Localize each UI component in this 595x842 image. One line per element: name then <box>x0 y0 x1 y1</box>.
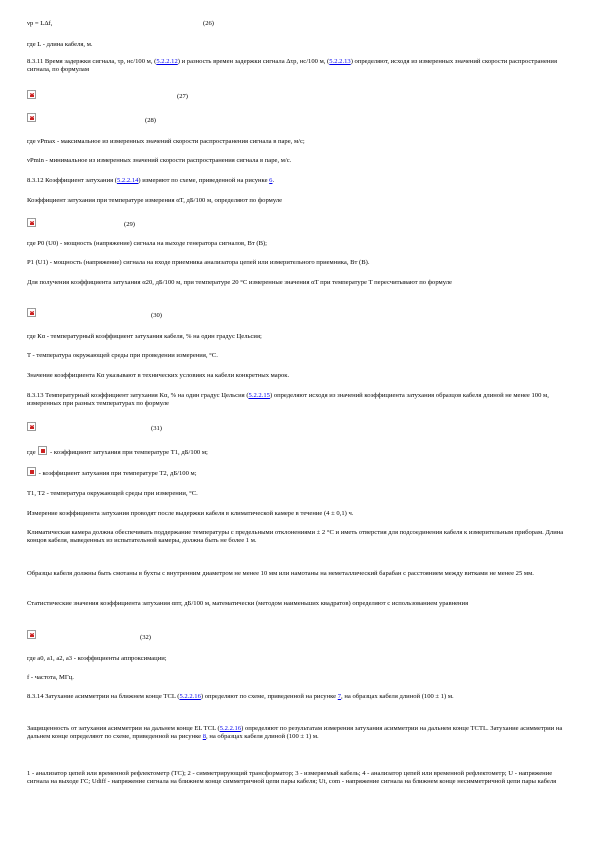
paragraph-vpmin: νPmin - минимальное из измеренных значений скорости распространения сигнала в паре, м/с. <box>27 157 292 164</box>
paragraph-temperature: T - температура окружающей среды при проведении измерения, °С. <box>27 352 218 359</box>
paragraph-measurement: Измерение коэффициента затухания проводят после выдержки кабеля в климатической камере в течение (4 ± 0,1) ч. <box>27 510 354 517</box>
paragraph-8-3-11: 8.3.11 Время задержки сигнала, τр, нс/100 м, (5.2.2.12) и разность времен задержки сигнала Δτр, нс/100 м, (5.2.2.13) определяют, исходя из измеренных значений скорости распространения сигнала, по формулам <box>27 58 557 74</box>
link-5-2-2-16[interactable]: 5.2.2.16 <box>179 693 201 700</box>
equation-number-30: (30) <box>151 312 162 319</box>
paragraph-climate-chamber: Климатическая камера должна обеспечивать поддержание температуры с предельными отклонениями ± 2 °С и иметь отверстия для подсоединения кабеля к измерительным приборам. Длина концов кабеля, выведенных из испытательной камеры, должна быть не более 1 м. <box>27 529 564 545</box>
paragraph-cable-length: где L - длина кабеля, м. <box>27 41 93 48</box>
paragraph-at2: - коэффициент затухания при температуре Т2, дБ/100 м; <box>27 467 572 478</box>
link-5-2-2-15[interactable]: 5.2.2.15 <box>248 392 270 399</box>
formula-26: νp = LΔf, <box>27 20 53 27</box>
link-5-2-2-14[interactable]: 5.2.2.14 <box>116 177 139 184</box>
paragraph-statistics: Статистические значения коэффициента затухания αпт, дБ/100 м, математически (методом наименьших квадратов) определяют с использованием уравнения <box>27 600 469 607</box>
equation-number-26: (26) <box>203 20 214 27</box>
link-5-2-2-12[interactable]: 5.2.2.12 <box>156 58 178 65</box>
broken-image-icon <box>27 113 36 122</box>
formula-31-row <box>27 422 572 434</box>
paragraph-ka-value: Значение коэффициента Кα указывают в технических условиях на кабели конкретных марок. <box>27 372 290 379</box>
paragraph-coefficients: где a0, a1, a2, a3 - коэффициенты аппроксимации; <box>27 655 167 662</box>
paragraph-p0: где P0 (U0) - мощность (напряжение) сигнала на выходе генератора сигналов, Вт (В); <box>27 240 268 247</box>
equation-number-27: (27) <box>177 93 188 100</box>
paragraph-8-3-12: 8.3.12 Коэффициент затухания (5.2.2.14) измеряют по схеме, приведенной на рисунке 6. <box>27 177 275 184</box>
paragraph-vpmax: где νPmax - максимальное из измеренных значений скорости распространения сигнала в паре, м/с; <box>27 138 305 145</box>
link-figure-6[interactable]: 6 <box>269 177 273 184</box>
formula-28-row <box>27 113 572 125</box>
paragraph-el-tcl: Защищенность от затухания асимметрии на дальнем конце EL TCL (5.2.2.16) определяют по результатам измерения затухания асимметрии на дальнем конце TCTL. Затухание асимметрии на дальнем конце определяют по схеме, приведенной на рисунке 8, на образцах кабеля длиной (100 ± 1) м. <box>27 725 563 741</box>
formula-29-row <box>27 218 572 230</box>
link-5-2-2-16-b[interactable]: 5.2.2.16 <box>219 725 242 732</box>
link-figure-7[interactable]: 7 <box>337 693 342 700</box>
paragraph-p1: P1 (U1) - мощность (напряжение) сигнала на входе приемника анализатора цепей или измерительного приемника, Вт (В). <box>27 259 370 266</box>
equation-number-28: (28) <box>145 117 156 124</box>
paragraph-8-3-13: 8.3.13 Температурный коэффициент затухания Кα, % на один градус Цельсия (5.2.2.15) определяют исходя из значений коэффициента затухания образцов кабеля длиной не менее 100 м, измеренных при разных температурах по формуле <box>27 392 549 408</box>
link-figure-8[interactable]: 8 <box>202 733 207 741</box>
equation-number-31: (31) <box>151 425 162 432</box>
paragraph-attenuation-formula: Коэффициент затухания при температуре измерения αT, дБ/100 м, определяют по формуле <box>27 197 283 204</box>
paragraph-samples: Образцы кабеля должны быть смотаны в бухты с внутренним диаметром не менее 10 мм или намотаны на неметаллический барабан с расстоянием между витками не менее 25 мм. <box>27 570 534 577</box>
broken-image-icon <box>27 630 36 639</box>
broken-image-icon <box>38 446 47 455</box>
link-5-2-2-13[interactable]: 5.2.2.13 <box>329 58 351 65</box>
formula-30-row <box>27 308 572 320</box>
paragraph-a20: Для получения коэффициента затухания α20, дБ/100 м, при температуре 20 °С измеренные значения αT при температуре T пересчитывают по формуле <box>27 279 452 286</box>
broken-image-icon <box>27 422 36 431</box>
formula-27-row <box>27 90 572 102</box>
paragraph-ka: где Кα - температурный коэффициент затухания кабеля, % на один градус Цельсия; <box>27 333 262 340</box>
formula-32-row <box>27 630 572 642</box>
broken-image-icon <box>27 90 36 99</box>
broken-image-icon <box>27 308 36 317</box>
broken-image-icon <box>27 218 36 227</box>
paragraph-8-3-14: 8.3.14 Затухание асимметрии на ближнем конце TCL (5.2.2.16) определяют по схеме, приведенной на рисунке 7, на образцах кабеля длиной (100 ± 1) м. <box>27 693 454 700</box>
paragraph-t1-t2: Т1, Т2 - температура окружающей среды при измерении, °С. <box>27 490 198 497</box>
broken-image-icon <box>27 467 36 476</box>
paragraph-frequency: f - частота, МГц. <box>27 674 74 681</box>
equation-number-32: (32) <box>140 634 151 641</box>
paragraph-figure-legend: 1 - анализатор цепей или временной рефлектометр (ТС); 2 - симметрирующий трансформатор; 3 - измеряемый кабель; 4 - анализатор цепей или временной рефлектометр; U - напряжение сигнала на выходе ГС; Udiff - напряжение сигнала на ближнем конце симметричной цепи пары кабеля; Ut, com - напряжение сигнала на ближнем конце несимметричной цепи пары кабеля <box>27 770 557 786</box>
formula-26-line <box>27 20 572 28</box>
equation-number-29: (29) <box>124 221 135 228</box>
paragraph-at1: где - коэффициент затухания при температуре Т1, дБ/100 м; <box>27 446 572 457</box>
